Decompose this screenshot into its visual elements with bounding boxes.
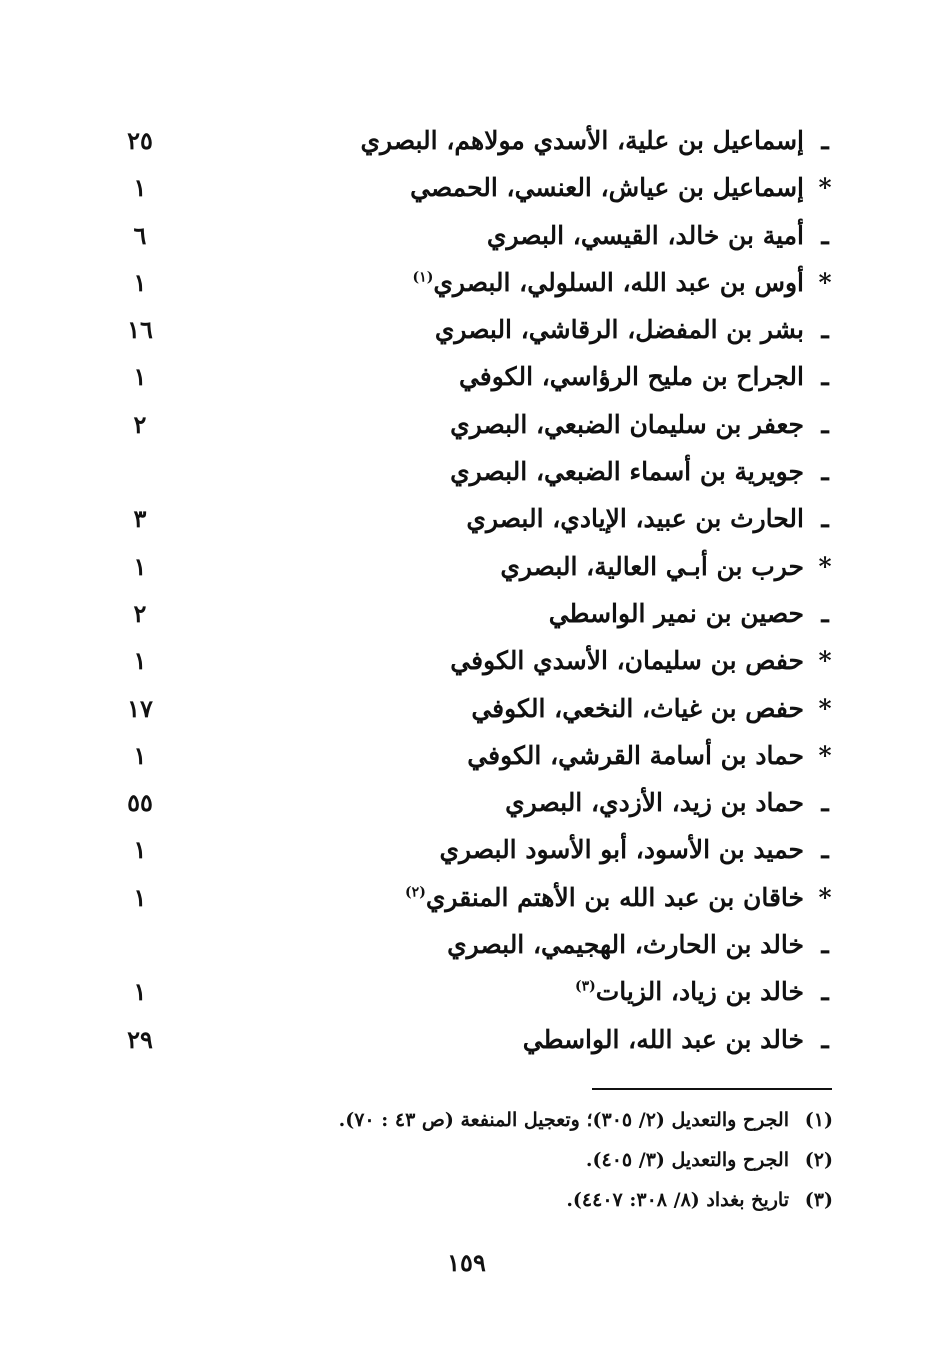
entry-row — [100, 307, 840, 354]
entry-marker: * — [818, 551, 832, 581]
narration-count: ١ — [133, 173, 147, 203]
entry-row — [100, 402, 840, 449]
narrator-name: خالد بن عبد الله، الواسطي — [522, 1024, 804, 1054]
narrator-name: خالد بن الحارث، الهجيمي، البصري — [447, 930, 804, 960]
entry-marker: * — [818, 267, 832, 297]
entry-text — [447, 926, 840, 964]
footnotes — [213, 1100, 833, 1220]
narrator-name: إسماعيل بن عياش، العنسي، الحمصي — [410, 173, 804, 203]
narration-count: ٦ — [133, 220, 147, 250]
entry-marker: ـ — [821, 315, 829, 345]
entry-row — [100, 827, 840, 874]
entry-marker: ـ — [821, 835, 829, 865]
entry-row — [100, 118, 840, 165]
footnote-number: (٢) — [804, 1149, 833, 1171]
narration-count: ١ — [133, 740, 147, 770]
entry-row — [100, 875, 840, 922]
entry-marker: * — [818, 646, 832, 676]
footnote-number: (٣) — [804, 1189, 833, 1211]
footnote-reference: (١) — [412, 269, 434, 286]
narrator-name: أمية بن خالد، القيسي، البصري — [486, 220, 804, 250]
entry-marker: * — [818, 740, 832, 770]
narration-count: ١٦ — [127, 315, 153, 345]
narration-count: ١ — [133, 882, 147, 912]
entry-row — [100, 1017, 840, 1064]
entry-text — [466, 500, 840, 538]
entry-text — [459, 358, 840, 396]
footnote-number: (١) — [804, 1109, 833, 1131]
narration-count: ١ — [133, 835, 147, 865]
narration-count: ٢٩ — [127, 1024, 153, 1054]
narration-count: ٢٥ — [127, 126, 153, 155]
entry-text — [450, 406, 840, 444]
footnote-reference: (٢) — [405, 884, 426, 901]
entry-marker: * — [818, 882, 832, 912]
narrator-name: أوس بن عبد الله، السلولي، البصري — [433, 267, 804, 297]
narration-count: ١ — [133, 646, 147, 676]
footnote-text: تاريخ بغداد (٨/ ٣٠٨: ٤٤٠٧). — [566, 1189, 789, 1211]
narrator-list — [100, 118, 840, 1064]
narration-count: ١ — [133, 551, 147, 581]
entry-row — [100, 165, 840, 212]
entry-marker: ـ — [821, 409, 829, 439]
entry-marker: * — [818, 173, 832, 203]
entry-marker: ـ — [821, 977, 829, 1007]
narrator-name: الحارث بن عبيد، الإيادي، البصري — [466, 504, 804, 534]
narrator-name: حصين بن نمير الواسطي — [548, 598, 804, 628]
narration-count: ٢ — [133, 409, 147, 439]
narrator-name: بشر بن المفضل، الرقاشي، البصري — [434, 315, 804, 345]
entry-text — [523, 1021, 840, 1059]
entry-text — [450, 642, 840, 680]
entry-text — [413, 264, 840, 302]
narration-count: ٢ — [133, 598, 147, 628]
entry-text — [360, 122, 840, 160]
footnote-text: الجرح والتعديل (٢/ ٣٠٥)؛ وتعجيل المنفعة (ص ٤٣ : ٧٠). — [338, 1109, 789, 1131]
entry-row — [100, 354, 840, 401]
narrator-name: حميد بن الأسود، أبو الأسود البصري — [439, 835, 804, 865]
entry-marker: ـ — [821, 457, 829, 487]
entry-row — [100, 544, 840, 591]
narrator-name: جعفر بن سليمان الضبعي، البصري — [450, 409, 804, 439]
entry-marker: ـ — [821, 930, 829, 960]
footnote — [213, 1100, 833, 1140]
narrator-name: حفص بن سليمان، الأسدي الكوفي — [450, 646, 804, 676]
entry-marker: ـ — [821, 126, 829, 155]
narration-count: ١ — [133, 977, 147, 1007]
entry-text — [575, 973, 840, 1011]
entry-marker: ـ — [821, 504, 829, 534]
entry-marker: * — [818, 693, 832, 723]
narrator-name: إسماعيل بن علية، الأسدي مولاهم، البصري — [360, 126, 804, 155]
entry-text — [500, 548, 840, 586]
narrator-name: خالد بن زياد، الزيات — [595, 977, 804, 1007]
entry-text — [439, 831, 840, 869]
entry-marker: ـ — [821, 598, 829, 628]
narrator-name: حماد بن أسامة القرشي، الكوفي — [467, 740, 804, 770]
narrator-name: حفص بن غياث، النخعي، الكوفي — [471, 693, 804, 723]
footnote — [213, 1140, 833, 1180]
entry-row — [100, 922, 840, 969]
entry-row — [100, 213, 840, 260]
entry-row — [100, 969, 840, 1016]
footnote-reference: (٣) — [574, 979, 596, 996]
entry-text — [549, 595, 840, 633]
narration-count: ٣ — [133, 504, 147, 534]
footnote-text: الجرح والتعديل (٣/ ٤٠٥). — [585, 1149, 789, 1171]
entry-row — [100, 260, 840, 307]
entry-row — [100, 686, 840, 733]
entry-row — [100, 780, 840, 827]
entry-text — [487, 217, 840, 255]
footnote — [213, 1180, 833, 1220]
narrator-name: الجراح بن مليح الرؤاسي، الكوفي — [458, 362, 804, 392]
narration-count: ١ — [133, 362, 147, 392]
narration-count: ١ — [133, 267, 147, 297]
footnote-separator — [592, 1088, 832, 1090]
entry-marker: ـ — [821, 1024, 829, 1054]
entry-row — [100, 449, 840, 496]
narrator-name: حماد بن زيد، الأزدي، البصري — [505, 788, 804, 818]
entry-text — [467, 737, 840, 775]
narrator-name: حرب بن أبـي العالية، البصري — [500, 551, 804, 581]
entry-text — [505, 784, 840, 822]
entry-row — [100, 733, 840, 780]
entry-marker: ـ — [821, 362, 829, 392]
entry-text — [405, 879, 840, 917]
page-number: ١٥٩ — [447, 1248, 486, 1277]
entry-text — [410, 169, 840, 207]
narrator-name: خاقان بن عبد الله بن الأهتم المنقري — [425, 882, 804, 912]
entry-text — [450, 453, 840, 491]
entry-text — [435, 311, 840, 349]
entry-text — [471, 690, 840, 728]
entry-marker: ـ — [821, 220, 829, 250]
narration-count: ٥٥ — [127, 788, 153, 818]
entry-row — [100, 638, 840, 685]
entry-marker: ـ — [821, 788, 829, 818]
entry-row — [100, 591, 840, 638]
entry-row — [100, 496, 840, 543]
narrator-name: جويرية بن أسماء الضبعي، البصري — [450, 457, 804, 487]
narration-count: ١٧ — [127, 693, 153, 723]
